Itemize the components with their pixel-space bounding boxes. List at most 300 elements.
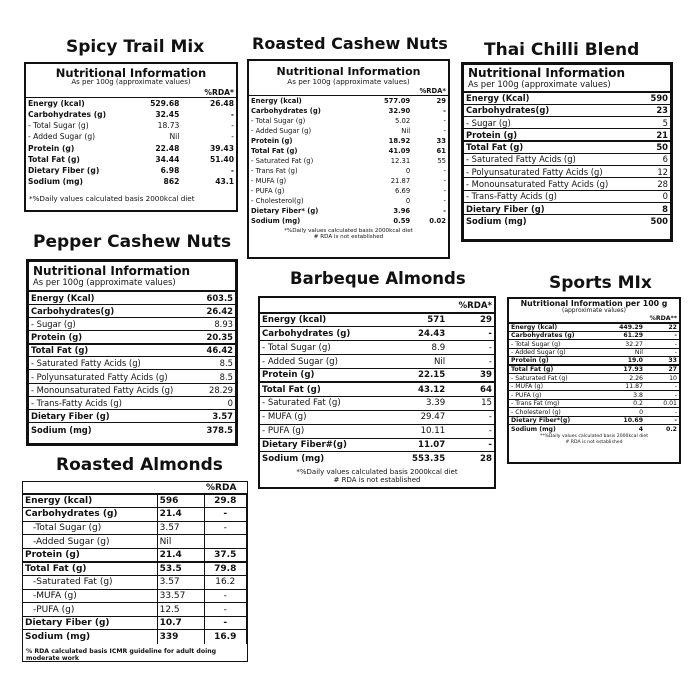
nutrient-row <box>26 142 236 153</box>
nutrient-value: Nil <box>389 355 448 369</box>
thai-chilli-blend-title: Thai Chilli Blend <box>484 40 640 60</box>
nutrient-rda <box>204 535 246 549</box>
nutrient-value: 2.26 <box>603 374 646 383</box>
barbeque-almonds-title: Barbeque Almonds <box>290 269 466 288</box>
nutrient-label: Energy (kcal) <box>26 97 129 108</box>
nutrition-table <box>29 290 235 436</box>
nutrient-value: 34.44 <box>155 154 180 164</box>
nutrient-row <box>249 136 448 146</box>
nutrient-rda: 10 <box>645 374 679 383</box>
nutrient-rda: - <box>443 186 446 195</box>
nutrient-value: 21.87 <box>390 176 411 185</box>
nutrient-label: Carbohydrates(g) <box>464 104 629 116</box>
nutrient-label: Sodium (mg) <box>509 425 603 434</box>
footnote-daily-values: *%Daily values calculated basis 2000kcal diet <box>284 227 413 234</box>
barbeque-almonds-panel <box>258 296 496 489</box>
nutrient-rda: 28 <box>447 452 494 466</box>
nutrient-row <box>26 154 236 165</box>
nutrient-label: - Saturated Fatty Acids (g) <box>29 357 194 370</box>
nutrient-value: 3.39 <box>389 396 448 410</box>
nutrient-value: 41.09 <box>388 146 411 155</box>
nutrient-rda: 39 <box>447 369 494 383</box>
nutrient-label: Protein (g) <box>251 136 293 145</box>
nutrient-row <box>29 344 235 357</box>
nutrient-value: 378.5 <box>194 423 235 436</box>
rda-header-row <box>260 300 494 313</box>
rda-header: %RDA* <box>458 301 492 311</box>
nutrient-row <box>509 323 679 332</box>
footnote-rda: # RDA is not established <box>313 234 384 241</box>
nutrient-rda: 39.43 <box>209 143 234 153</box>
nutrient-label: Total Fat (g) <box>251 146 298 155</box>
nutrient-label: Sodium (mg) <box>464 215 629 227</box>
nutrient-value: 0.2 <box>603 399 646 408</box>
nutrient-rda: - <box>447 410 494 424</box>
nutrient-value: 12 <box>629 166 670 178</box>
nutrient-label: Sodium (mg) <box>260 452 389 466</box>
rda-header: %RDA* <box>204 87 234 97</box>
nutrient-row <box>249 176 448 186</box>
nutrient-value: 19.0 <box>603 357 646 366</box>
nutrition-rows <box>29 291 235 436</box>
nutrient-label: - Trans Fat (g) <box>251 166 298 175</box>
nutrient-label: Carbohydrates (g) <box>28 109 107 119</box>
panel-subheader: (approximate values) <box>561 307 626 315</box>
nutrient-value: 32.90 <box>388 106 411 115</box>
nutrient-value: 6.98 <box>160 166 180 176</box>
nutrient-rda: - <box>204 589 246 603</box>
nutrient-rda: - <box>443 206 446 215</box>
nutrient-value: 12.31 <box>390 156 411 165</box>
nutrient-rda: - <box>443 176 446 185</box>
nutrient-rda: - <box>204 521 246 535</box>
nutrient-value: 21 <box>629 129 670 141</box>
nutrient-label: Total Fat (g) <box>509 365 603 374</box>
nutrient-row <box>509 340 679 349</box>
nutrient-value: 3.8 <box>603 391 646 400</box>
nutrient-label: Protein (g) <box>28 143 75 153</box>
roasted-almonds-panel <box>22 481 248 662</box>
nutrient-rda: 16.2 <box>204 576 246 590</box>
nutrient-label: - Total Sugar (g) <box>28 120 89 130</box>
nutrient-row <box>249 186 448 196</box>
nutrient-rda: 55 <box>437 156 446 165</box>
nutrient-value: 12.5 <box>157 603 204 617</box>
nutrient-rda: - <box>447 438 494 452</box>
nutrient-row <box>29 410 235 423</box>
nutrient-value: 8.5 <box>194 370 235 383</box>
nutrient-rda: 33 <box>436 136 446 145</box>
nutrient-label: - Added Sugar (g) <box>28 132 96 142</box>
nutrient-value: 3.96 <box>393 206 411 215</box>
nutrient-rda: - <box>230 109 234 119</box>
nutrient-label: -MUFA (g) <box>23 589 157 603</box>
roasted-cashew-title: Roasted Cashew Nuts <box>252 34 448 53</box>
nutrient-row <box>260 396 494 410</box>
nutrient-label: - Cholesterol (g) <box>509 408 603 417</box>
nutrient-label: - Sugar (g) <box>29 317 194 330</box>
nutrient-value: 53.5 <box>157 562 204 576</box>
nutrient-rda: 0.2 <box>645 425 679 434</box>
nutrient-row <box>509 391 679 400</box>
nutrient-row <box>29 370 235 383</box>
nutrient-rda: - <box>645 348 679 357</box>
nutrient-value: 28 <box>629 178 670 190</box>
nutrient-label: - Trans-Fatty Acids (g) <box>29 396 194 409</box>
nutrient-row <box>249 156 448 166</box>
nutrient-rda: 51.40 <box>209 154 234 164</box>
nutrient-label: Carbohydrates (g) <box>509 331 603 340</box>
nutrient-label: Total Fat (g) <box>260 382 389 396</box>
panel-header: Nutritional Information <box>276 65 421 78</box>
nutrient-label: Dietary Fiber (g) <box>28 166 100 176</box>
panel-subheader: As per 100g (approximate values) <box>33 276 176 287</box>
nutrient-label: - PUFA (g) <box>509 391 603 400</box>
nutrient-row <box>23 548 247 562</box>
nutrient-row <box>260 438 494 452</box>
nutrient-value: 0 <box>629 190 670 202</box>
spicy-trail-mix-title: Spicy Trail Mix <box>66 37 205 57</box>
rda-header-row <box>26 88 236 98</box>
nutrient-label: - PUFA (g) <box>251 186 285 195</box>
nutrient-rda: - <box>645 416 679 425</box>
panel-subheader: As per 100g (approximate values) <box>71 78 191 87</box>
nutrient-rda: 22 <box>645 323 679 332</box>
nutrient-rda: 0.02 <box>429 216 446 225</box>
nutrient-row <box>260 355 494 369</box>
nutrient-value: 21.4 <box>157 508 204 522</box>
nutrient-label: Energy (Kcal) <box>29 291 194 304</box>
nutrient-label: Carbohydrates(g) <box>29 304 194 317</box>
nutrient-row <box>23 616 247 630</box>
nutrient-rda: 79.8 <box>204 562 246 576</box>
nutrient-row <box>23 521 247 535</box>
nutrient-value: 603.5 <box>194 291 235 304</box>
nutrient-row <box>29 330 235 343</box>
nutrient-row <box>464 92 670 104</box>
nutrient-label: Energy (Kcal) <box>464 92 629 104</box>
nutrient-value: 10.7 <box>157 616 204 630</box>
nutrient-rda: - <box>204 508 246 522</box>
nutrient-row <box>464 141 670 153</box>
nutrient-label: Total Fat (g) <box>28 154 80 164</box>
nutrient-value: 596 <box>157 494 204 508</box>
nutrient-row <box>260 410 494 424</box>
nutrient-row <box>23 576 247 590</box>
nutrient-value: 862 <box>163 177 180 187</box>
nutrient-rda: 26.48 <box>181 97 236 108</box>
pepper-cashew-panel <box>26 259 238 446</box>
nutrient-row <box>23 494 247 508</box>
nutrient-label: - Added Sugar (g) <box>260 355 389 369</box>
nutrient-row <box>464 178 670 190</box>
nutrient-rda: - <box>231 120 234 130</box>
nutrient-rda: - <box>645 382 679 391</box>
nutrient-value: 23 <box>629 104 670 116</box>
nutrient-rda: 43.1 <box>215 177 234 187</box>
nutrient-row <box>26 97 236 108</box>
rda-header: %RDA* <box>419 87 446 96</box>
nutrient-label: -Total Sugar (g) <box>23 521 157 535</box>
nutrient-row <box>464 153 670 165</box>
nutrient-label: Dietary Fiber (g) <box>23 616 157 630</box>
nutrient-label: Carbohydrates (g) <box>23 508 157 522</box>
nutrient-label: Energy (kcal) <box>23 494 157 508</box>
nutrient-label: - Total Sugar (g) <box>251 116 306 125</box>
nutrient-label: - PUFA (g) <box>260 424 389 438</box>
nutrient-label: Energy (kcal) <box>509 323 603 332</box>
nutrient-value: 590 <box>629 92 670 104</box>
nutrient-value: 11.87 <box>603 382 646 391</box>
nutrient-value: 22.15 <box>389 369 448 383</box>
nutrient-label: - MUFA (g) <box>260 410 389 424</box>
nutrient-rda: 64 <box>447 382 494 396</box>
nutrient-row <box>464 203 670 215</box>
nutrient-label: - Total Sugar (g) <box>509 340 603 349</box>
nutrient-value: 20.35 <box>194 330 235 343</box>
nutrient-rda: 27 <box>645 365 679 374</box>
nutrient-row <box>249 206 448 216</box>
nutrient-row <box>23 562 247 576</box>
nutrient-rda: 29 <box>447 313 494 327</box>
nutrient-row <box>464 116 670 128</box>
nutrition-table <box>464 91 670 227</box>
nutrient-row <box>23 589 247 603</box>
nutrient-value: 339 <box>157 630 204 644</box>
nutrition-table <box>26 88 236 188</box>
nutrient-rda: 0.01 <box>645 399 679 408</box>
nutrient-row <box>464 166 670 178</box>
nutrient-value: 6 <box>629 153 670 165</box>
nutrient-rda: 61 <box>436 146 446 155</box>
nutrient-label: Dietary Fiber (g) <box>464 203 629 215</box>
nutrient-label: -Added Sugar (g) <box>23 535 157 549</box>
nutrient-label: Dietary Fiber#(g) <box>260 438 389 452</box>
nutrient-value: 0 <box>194 396 235 409</box>
nutrient-row <box>509 348 679 357</box>
nutrient-value: 4 <box>603 425 646 434</box>
nutrient-rda: - <box>204 616 246 630</box>
nutrient-label: - Added Sugar (g) <box>251 126 312 135</box>
nutrient-label: Sodium (mg) <box>28 177 83 187</box>
nutrient-value: 3.57 <box>157 576 204 590</box>
nutrient-value: 32.27 <box>603 340 646 349</box>
nutrient-row <box>29 357 235 370</box>
nutrient-value: Nil <box>603 348 646 357</box>
nutrient-value: Nil <box>157 535 204 549</box>
nutrition-rows <box>260 313 494 466</box>
nutrient-value: 50 <box>629 141 670 153</box>
nutrient-row <box>249 216 448 226</box>
nutrient-row <box>23 508 247 522</box>
nutrition-rows <box>23 494 247 644</box>
nutrient-row <box>29 383 235 396</box>
nutrient-value: 8 <box>629 203 670 215</box>
nutrient-label: Protein (g) <box>29 330 194 343</box>
nutrient-row <box>509 331 679 340</box>
panel-subheader: As per 100g (approximate values) <box>468 78 611 89</box>
nutrient-label: - Polyunsaturated Fatty Acids (g) <box>464 166 629 178</box>
roasted-cashew-panel <box>247 59 450 259</box>
rda-header-row <box>23 482 247 494</box>
nutrient-row <box>249 146 448 156</box>
nutrient-rda: - <box>443 196 446 205</box>
panel-subheader: As per 100g (approximate values) <box>287 76 410 86</box>
nutrient-rda: - <box>204 603 246 617</box>
nutrient-value: 529.68 <box>129 97 182 108</box>
nutrient-label: Carbohydrates (g) <box>260 327 389 341</box>
nutrient-label: Total Fat (g) <box>464 141 629 153</box>
nutrient-row <box>509 425 679 434</box>
nutrient-row <box>464 129 670 141</box>
nutrient-label: Energy (kcal) <box>249 96 356 106</box>
nutrient-value: 553.35 <box>389 452 448 466</box>
nutrient-label: Protein (g) <box>464 129 629 141</box>
nutrient-rda: - <box>447 341 494 355</box>
nutrient-rda: - <box>443 116 446 125</box>
nutrient-value: 8.9 <box>389 341 448 355</box>
nutrient-row <box>464 215 670 227</box>
nutrient-value: 3.57 <box>157 521 204 535</box>
pepper-cashew-title: Pepper Cashew Nuts <box>33 232 232 252</box>
nutrient-rda: - <box>230 166 234 176</box>
nutrient-value: 43.12 <box>389 382 448 396</box>
sports-mix-title: Sports MIx <box>549 273 652 293</box>
nutrient-label: Dietary Fiber*(g) <box>509 416 603 425</box>
nutrient-row <box>23 535 247 549</box>
nutrient-rda: 29.8 <box>204 494 246 508</box>
nutrient-row <box>260 424 494 438</box>
nutrient-row <box>23 603 247 617</box>
nutrient-value: 449.29 <box>603 323 646 332</box>
nutrient-row <box>464 190 670 202</box>
nutrient-rda: 33 <box>645 357 679 366</box>
nutrient-rda: - <box>645 391 679 400</box>
nutrient-label: -Saturated Fat (g) <box>23 576 157 590</box>
nutrient-rda: - <box>231 132 234 142</box>
nutrient-value: 10.11 <box>389 424 448 438</box>
nutrient-row <box>26 131 236 142</box>
nutrient-label: - Saturated Fat (g) <box>509 374 603 383</box>
nutrient-rda: - <box>447 355 494 369</box>
nutrient-value: 17.93 <box>603 365 646 374</box>
nutrient-rda: - <box>645 408 679 417</box>
panel-header: Nutritional Information <box>468 66 626 80</box>
nutrient-label: - Monounsaturated Fatty Acids (g) <box>464 178 629 190</box>
nutrition-rows <box>249 96 448 226</box>
nutrient-value: 571 <box>389 313 448 327</box>
nutrient-value: 5.02 <box>395 116 411 125</box>
nutrient-rda: - <box>443 166 446 175</box>
nutrient-value: 0 <box>603 408 646 417</box>
footnote: *%Daily values calculated basis 2000kcal diet <box>29 193 195 203</box>
nutrient-row <box>26 176 236 187</box>
nutrient-rda: 15 <box>447 396 494 410</box>
nutrient-value: 21.4 <box>157 548 204 562</box>
nutrition-table <box>509 315 679 434</box>
nutrient-row <box>260 452 494 466</box>
nutrient-label: Total Fat (g) <box>23 562 157 576</box>
rda-header: %RDA** <box>649 314 677 322</box>
nutrient-value: 29.47 <box>389 410 448 424</box>
nutrient-label: Dietary Fiber* (g) <box>251 206 319 215</box>
nutrient-row <box>509 382 679 391</box>
rda-header-row <box>249 87 448 96</box>
nutrient-row <box>509 408 679 417</box>
nutrient-row <box>29 291 235 304</box>
nutrient-rda: - <box>447 327 494 341</box>
nutrient-label: - Saturated Fatty Acids (g) <box>464 153 629 165</box>
nutrient-rda: - <box>645 331 679 340</box>
nutrient-row <box>249 166 448 176</box>
nutrient-value: 22.48 <box>155 143 180 153</box>
rda-header: %RDA <box>206 482 237 493</box>
nutrient-value: 0.59 <box>393 216 411 225</box>
nutrient-row <box>509 374 679 383</box>
spicy-trail-mix-panel <box>24 62 238 212</box>
footnote-daily-values: **%Daily values calculated basis 2000kcal diet <box>539 434 649 440</box>
nutrient-label: Carbohydrates (g) <box>251 106 321 115</box>
nutrient-label: - Added Sugar (g) <box>509 348 603 357</box>
nutrient-row <box>260 382 494 396</box>
sports-mix-panel <box>507 297 681 464</box>
nutrient-row <box>23 630 247 644</box>
nutrient-label: Sodium (mg) <box>23 630 157 644</box>
nutrient-value: 33.57 <box>157 589 204 603</box>
nutrient-row <box>29 396 235 409</box>
nutrient-value: 32.45 <box>155 109 180 119</box>
nutrition-rows <box>509 323 679 434</box>
nutrient-row <box>260 369 494 383</box>
nutrient-rda: - <box>447 424 494 438</box>
nutrient-label: - Saturated Fat (g) <box>251 156 314 165</box>
nutrient-rda: 37.5 <box>204 548 246 562</box>
nutrient-value: Nil <box>169 132 180 142</box>
nutrient-label: Sodium (mg) <box>251 216 301 225</box>
nutrient-row <box>464 104 670 116</box>
nutrient-label: Protein (g) <box>509 357 603 366</box>
nutrient-row <box>26 120 236 131</box>
nutrient-row <box>29 317 235 330</box>
nutrient-value: 46.42 <box>194 344 235 357</box>
nutrient-value: 6.69 <box>395 186 411 195</box>
nutrient-label: - MUFA (g) <box>509 382 603 391</box>
nutrient-rda: - <box>645 340 679 349</box>
nutrient-label: - Total Sugar (g) <box>260 341 389 355</box>
nutrient-row <box>509 365 679 374</box>
nutrient-value: 28.29 <box>194 383 235 396</box>
nutrient-label: Sodium (mg) <box>29 423 194 436</box>
nutrient-row <box>249 116 448 126</box>
nutrient-label: -PUFA (g) <box>23 603 157 617</box>
nutrient-value: 11.07 <box>389 438 448 452</box>
nutrient-label: - Monounsaturated Fatty Acids (g) <box>29 383 194 396</box>
nutrition-rows <box>26 97 236 187</box>
nutrient-value: 3.57 <box>194 410 235 423</box>
nutrient-value: 26.42 <box>194 304 235 317</box>
nutrient-row <box>26 165 236 176</box>
nutrient-label: Protein (g) <box>260 369 389 383</box>
panel-header: Nutritional Information <box>55 66 207 80</box>
nutrient-row <box>509 416 679 425</box>
nutrient-row <box>29 304 235 317</box>
nutrient-value: 500 <box>629 215 670 227</box>
nutrient-value: 24.43 <box>389 327 448 341</box>
nutrient-label: - Polyunsaturated Fatty Acids (g) <box>29 370 194 383</box>
nutrient-row <box>26 109 236 120</box>
nutrient-rda: 16.9 <box>204 630 246 644</box>
footnote-rda: # RDA is not established <box>565 439 623 445</box>
